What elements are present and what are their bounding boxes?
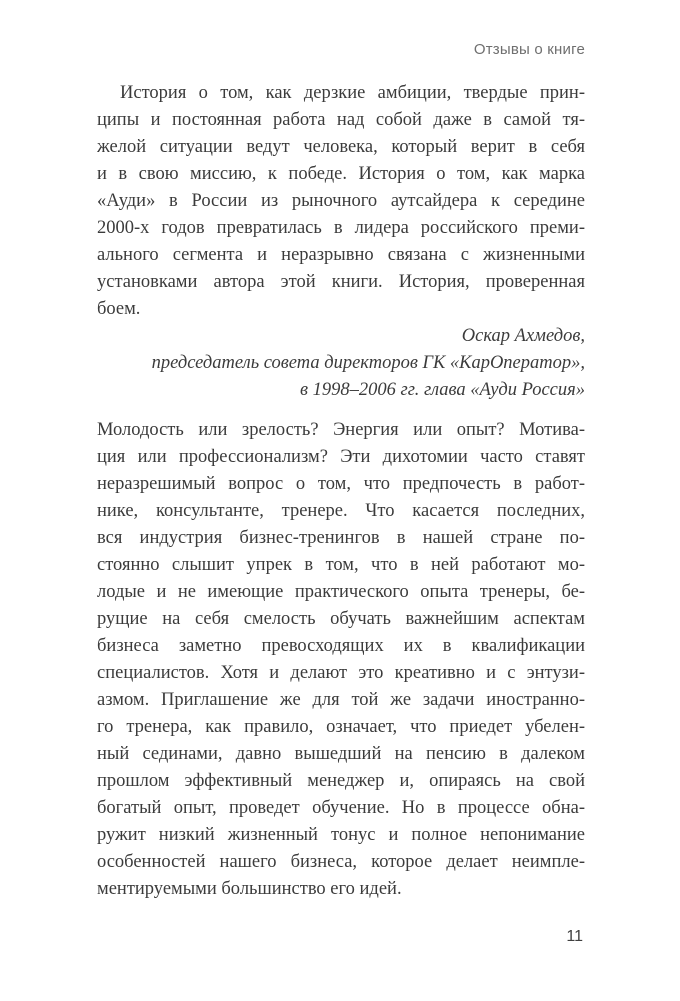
text-line: и в свою миссию, к победе. История о том, как марка [97,164,585,184]
text-line: Оскар Ахмедов, [461,326,585,346]
text-line: вся индустрия бизнес-тренингов в нашей стране по- [97,528,585,548]
text-line: бизнеса заметно превосходящих их в квалификации [97,636,585,656]
review-1-paragraph [97,80,585,323]
text-line: ный сединами, давно вышедший на пенсию в далеком [97,744,585,764]
text-line: боем. [97,299,141,319]
text-line: особенностей нашего бизнеса, которое делает неимпле- [97,852,585,872]
text-line: в 1998–2006 гг. глава «Ауди Россия» [300,380,585,400]
text-line: специалистов. Хотя и делают это креативно и с энтузи- [97,663,585,683]
text-line: Молодость или зрелость? Энергия или опыт? Мотива- [97,420,585,440]
text-line: стоянно слышит упрек в том, что в ней работают мо- [97,555,585,575]
text-line: го тренера, как правило, означает, что приедет убелен- [97,717,585,737]
text-line: «Ауди» в России из рыночного аутсайдера к середине [97,191,585,211]
text-line: 2000-х годов превратилась в лидера российского преми- [97,218,585,238]
running-header: Отзывы о книге [473,41,585,58]
text-line: История о том, как дерзкие амбиции, твердые прин- [120,83,585,103]
text-line: ментируемыми большинство его идей. [97,879,402,899]
review-1-attribution [97,323,585,404]
text-line: желой ситуации ведут человека, который верит в себя [97,137,585,157]
text-block [97,80,585,903]
text-line: ального сегмента и неразрывно связана с жизненными [97,245,585,265]
text-line: прошлом эффективный менеджер и, опираясь на свой [97,771,585,791]
text-line: неразрешимый вопрос о том, что предпочесть в работ- [97,474,585,494]
text-line: установками автора этой книги. История, проверенная [97,272,585,292]
page-number: 11 [566,928,583,945]
text-line: богатый опыт, проведет обучение. Но в процессе обна- [97,798,585,818]
text-line: ружит низкий жизненный тонус и полное непонимание [97,825,585,845]
text-line: председатель совета директоров ГК «КарОператор», [151,353,585,373]
text-line: нике, консультанте, тренере. Что касается последних, [97,501,585,521]
text-line: ция или профессионализм? Эти дихотомии часто ставят [97,447,585,467]
text-line: рущие на себя смелость обучать важнейшим аспектам [97,609,585,629]
text-line: ципы и постоянная работа над собой даже в самой тя- [97,110,585,130]
review-2-paragraph [97,417,585,903]
text-line: азмом. Приглашение же для той же задачи иностранно- [97,690,585,710]
text-line: лодые и не имеющие практического опыта тренеры, бе- [97,582,585,602]
